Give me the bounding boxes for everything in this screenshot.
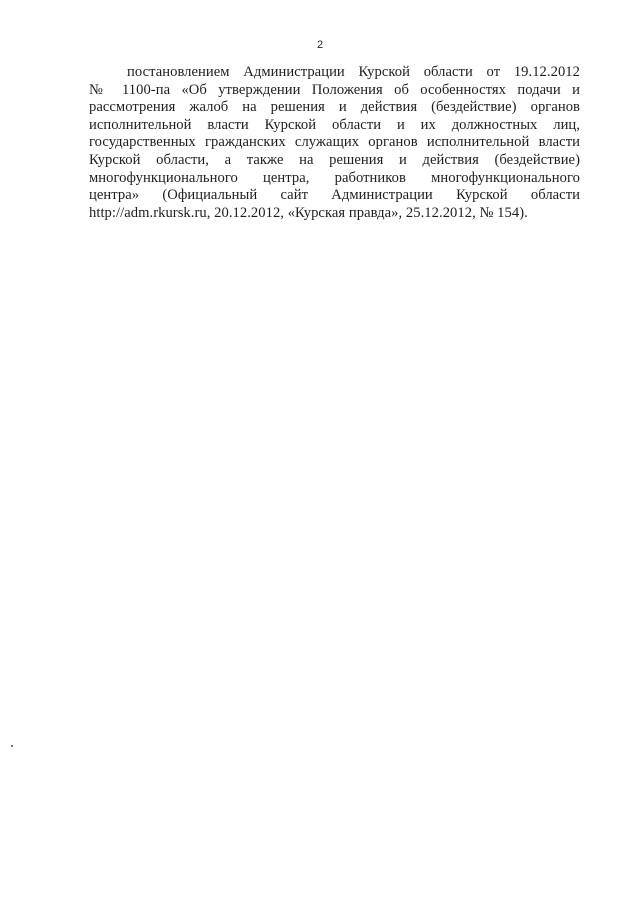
paragraph-line: центра» (Официальный сайт Администрации Курской области <box>89 187 580 204</box>
page-number: 2 <box>316 39 324 51</box>
paragraph-line: постановлением Администрации Курской области от 19.12.2012 <box>127 64 580 80</box>
paragraph-line: № 1100-па «Об утверждении Положения об особенностях подачи и <box>89 81 580 98</box>
scan-artifact-dot <box>11 745 13 747</box>
paragraph-line: государственных гражданских служащих органов исполнительной власти <box>89 134 580 151</box>
document-paragraph <box>89 64 580 222</box>
paragraph-line: рассмотрения жалоб на решения и действия (бездействие) органов <box>89 99 580 116</box>
paragraph-line: исполнительной власти Курской области и их должностных лиц, <box>89 116 580 133</box>
paragraph-line: Курской области, а также на решения и действия (бездействие) <box>89 151 580 168</box>
paragraph-line: http://adm.rkursk.ru, 20.12.2012, «Курская правда», 25.12.2012, № 154). <box>89 204 528 221</box>
paragraph-line: многофункционального центра, работников многофункционального <box>89 169 580 186</box>
